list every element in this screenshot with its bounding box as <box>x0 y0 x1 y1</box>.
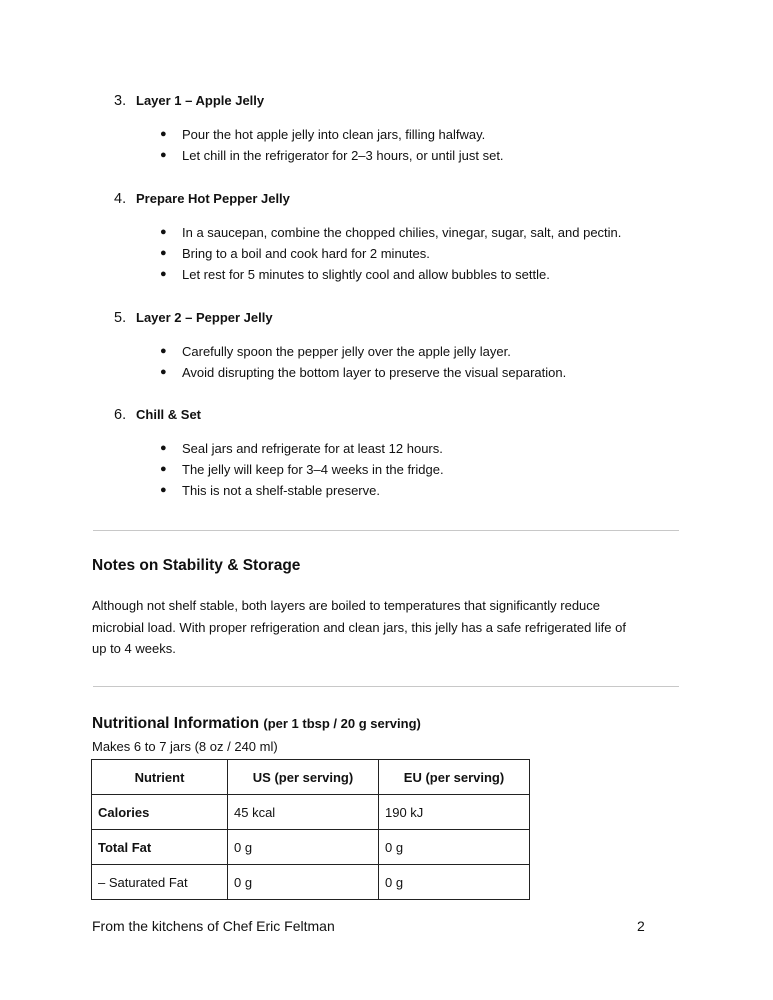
notes-line: microbial load. With proper refrigeration and clean jars, this jelly has a safe refrigerated life of <box>92 619 626 635</box>
section-divider <box>93 530 679 531</box>
notes-heading: Notes on Stability & Storage <box>92 557 301 574</box>
eu-value-cell: 0 g <box>379 865 530 900</box>
nutrition-heading-title: Nutritional Information <box>92 715 260 732</box>
step-number: 5. <box>114 310 127 326</box>
page-number: 2 <box>637 918 645 934</box>
bullet-icon: ● <box>160 442 167 454</box>
list-item: ● Let rest for 5 minutes to slightly cool and allow bubbles to settle. <box>160 264 621 285</box>
list-item: ● Let chill in the refrigerator for 2–3 hours, or until just set. <box>160 145 504 166</box>
list-item: ● Pour the hot apple jelly into clean jars, filling halfway. <box>160 124 504 145</box>
bullet-icon: ● <box>160 463 167 475</box>
table-row <box>92 795 530 830</box>
step-3-bullets <box>160 124 504 166</box>
nutrition-table <box>91 759 530 900</box>
bullet-icon: ● <box>160 128 167 140</box>
list-item: ● Seal jars and refrigerate for at least 12 hours. <box>160 438 444 459</box>
section-divider <box>93 686 679 687</box>
us-value-cell: 45 kcal <box>228 795 379 830</box>
step-4-heading <box>114 191 290 207</box>
step-title: Chill & Set <box>136 407 202 422</box>
step-3-heading <box>114 93 264 109</box>
notes-line: Although not shelf stable, both layers are boiled to temperatures that significantly reduce <box>92 598 601 613</box>
nutrient-cell: – Saturated Fat <box>92 865 228 900</box>
yield-note: Makes 6 to 7 jars (8 oz / 240 ml) <box>92 739 278 754</box>
step-title: Layer 2 – Pepper Jelly <box>136 310 273 325</box>
us-value-cell: 0 g <box>228 865 379 900</box>
bullet-icon: ● <box>160 484 167 496</box>
bullet-icon: ● <box>160 268 167 280</box>
eu-value-cell: 190 kJ <box>379 795 530 830</box>
column-header: Nutrient <box>92 760 228 795</box>
table-row <box>92 865 530 900</box>
list-item: ● Bring to a boil and cook hard for 2 minutes. <box>160 243 621 264</box>
bullet-icon: ● <box>160 247 167 259</box>
bullet-icon: ● <box>160 345 167 357</box>
step-number: 3. <box>114 93 127 109</box>
bullet-icon: ● <box>160 149 167 161</box>
table-header-row <box>92 760 530 795</box>
nutrient-cell: Calories <box>92 795 228 830</box>
step-5-bullets <box>160 341 566 383</box>
us-value-cell: 0 g <box>228 830 379 865</box>
table-row <box>92 830 530 865</box>
notes-line: up to 4 weeks. <box>92 641 176 656</box>
nutrient-cell: Total Fat <box>92 830 228 865</box>
footer-text: From the kitchens of Chef Eric Feltman <box>92 918 335 934</box>
step-title: Prepare Hot Pepper Jelly <box>136 191 290 206</box>
step-6-heading <box>114 407 201 423</box>
step-5-heading <box>114 310 273 326</box>
step-number: 6. <box>114 407 127 423</box>
notes-paragraph <box>92 595 692 660</box>
list-item: ● Avoid disrupting the bottom layer to preserve the visual separation. <box>160 362 566 383</box>
step-number: 4. <box>114 191 127 207</box>
list-item: ● The jelly will keep for 3–4 weeks in the fridge. <box>160 459 444 480</box>
bullet-icon: ● <box>160 366 167 378</box>
column-header: US (per serving) <box>228 760 379 795</box>
eu-value-cell: 0 g <box>379 830 530 865</box>
bullet-icon: ● <box>160 226 167 238</box>
list-item: ● Carefully spoon the pepper jelly over the apple jelly layer. <box>160 341 566 362</box>
list-item: ● This is not a shelf-stable preserve. <box>160 480 444 501</box>
list-item: ● In a saucepan, combine the chopped chilies, vinegar, sugar, salt, and pectin. <box>160 222 621 243</box>
step-6-bullets <box>160 438 444 501</box>
step-title: Layer 1 – Apple Jelly <box>136 93 265 108</box>
column-header: EU (per serving) <box>379 760 530 795</box>
nutrition-heading <box>92 715 421 733</box>
nutrition-heading-serving: (per 1 tbsp / 20 g serving) <box>263 716 421 731</box>
step-4-bullets <box>160 222 621 285</box>
